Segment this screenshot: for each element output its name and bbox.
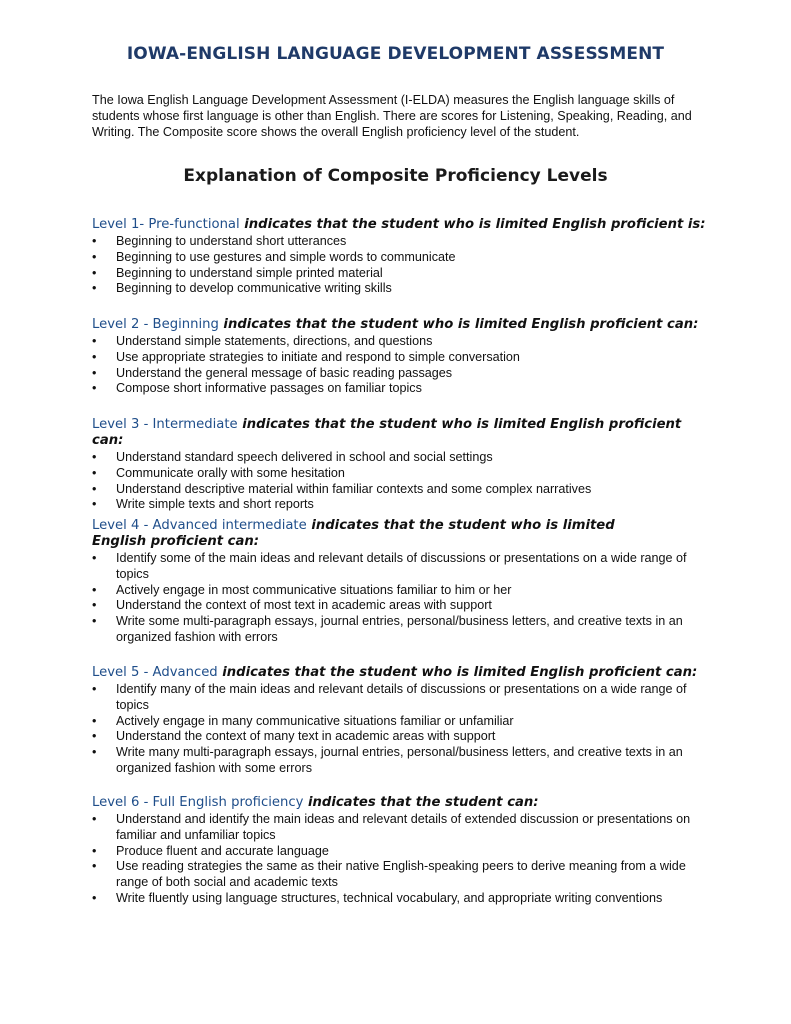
list-item-text: Understand standard speech delivered in school and social settings [116, 450, 493, 464]
list-item [92, 266, 712, 282]
level-items [92, 812, 712, 907]
level-section-3 [92, 417, 712, 513]
bullet-icon: • [92, 682, 97, 696]
bullet-icon: • [92, 614, 97, 629]
bullet-icon: • [92, 365, 97, 380]
level-items [92, 234, 712, 297]
list-item [92, 497, 712, 513]
list-item [92, 234, 712, 250]
level-name: Level 5 - Advanced [92, 665, 218, 680]
list-item-text: Understand and identify the main ideas and relevant details of extended discussion or presentations on familiar and unfamiliar topics [116, 812, 691, 842]
list-item-text: Write simple texts and short reports [116, 497, 314, 512]
level-section-6 [92, 795, 712, 907]
level-heading [92, 795, 712, 811]
document-title: IOWA-ENGLISH LANGUAGE DEVELOPMENT ASSESSMENT [126, 44, 665, 64]
list-item-text: Beginning to understand simple printed material [116, 265, 383, 280]
list-item-text: Beginning to develop communicative writing skills [116, 281, 392, 296]
level-items [92, 334, 712, 397]
list-item-text: Beginning to understand short utterances [116, 234, 347, 248]
list-item [92, 482, 712, 498]
section-subtitle: Explanation of Composite Proficiency Levels [183, 166, 608, 186]
level-items [92, 551, 712, 646]
bullet-icon: • [92, 890, 97, 905]
list-item [92, 350, 712, 366]
level-heading [92, 317, 712, 333]
bullet-icon: • [92, 465, 97, 480]
level-section-4 [92, 518, 687, 646]
bullet-icon: • [92, 481, 97, 496]
bullet-icon: • [92, 729, 97, 744]
list-item [92, 729, 712, 745]
level-name: Level 1- Pre-functional [92, 217, 240, 232]
bullet-icon: • [92, 281, 97, 296]
bullet-icon: • [92, 334, 97, 348]
list-item-text: Identify many of the main ideas and relevant details of discussions or presentations on a wide range of topics [116, 682, 687, 712]
list-item [92, 583, 712, 599]
list-item [92, 812, 712, 844]
bullet-icon: • [92, 859, 97, 874]
level-name: Level 2 - Beginning [92, 317, 219, 332]
bullet-icon: • [92, 234, 97, 248]
list-item [92, 745, 712, 777]
list-item-text: Beginning to use gestures and simple words to communicate [116, 249, 456, 264]
bullet-icon: • [92, 349, 97, 364]
bullet-icon: • [92, 249, 97, 264]
list-item-text: Understand descriptive material within familiar contexts and some complex narratives [116, 481, 592, 496]
list-item [92, 682, 712, 714]
bullet-icon: • [92, 745, 97, 760]
list-item-text: Produce fluent and accurate language [116, 843, 329, 858]
level-description: indicates that the student who is limited English proficient can: [217, 665, 698, 680]
list-item-text: Use reading strategies the same as their native English-speaking peers to derive meaning from a wide range of both social and academic texts [116, 859, 686, 890]
list-item-text: Actively engage in most communicative situations familiar to him or her [116, 582, 512, 597]
level-section-1 [92, 217, 712, 297]
bullet-icon: • [92, 582, 97, 597]
level-description: indicates that the student who is limited English proficient is: [239, 217, 706, 232]
bullet-icon: • [92, 551, 97, 565]
level-name: Level 4 - Advanced intermediate [92, 518, 307, 533]
list-item-text: Understand the general message of basic reading passages [116, 365, 453, 380]
level-name: Level 3 - Intermediate [92, 417, 238, 432]
intro-paragraph: The Iowa English Language Development Assessment (I-ELDA) measures the English language skills of students whose first language is other than English. There are scores for Listening, Speaking, Reading, and Writing. The Composite score shows the overall English proficiency level of the student. [92, 93, 692, 139]
level-items [92, 682, 712, 777]
list-item-text: Understand the context of most text in academic areas with support [116, 598, 492, 613]
bullet-icon: • [92, 265, 97, 280]
level-description: indicates that the student who is limited English proficient can: [218, 317, 699, 332]
list-item [92, 844, 712, 860]
level-heading [92, 665, 712, 681]
level-section-2 [92, 317, 712, 397]
bullet-icon: • [92, 381, 97, 396]
level-description: indicates that the student who is limited English proficient can: [92, 518, 615, 549]
level-items [92, 450, 712, 513]
list-item-text: Identify some of the main ideas and relevant details of discussions or presentations on a wide range of topics [116, 551, 687, 581]
list-item-text: Write fluently using language structures, technical vocabulary, and appropriate writing conventions [116, 890, 663, 905]
list-item-text: Understand the context of many text in academic areas with support [116, 729, 496, 744]
level-heading [92, 217, 712, 233]
list-item [92, 551, 712, 583]
list-item [92, 334, 712, 350]
list-item-text: Communicate orally with some hesitation [116, 465, 345, 480]
list-item-text: Write many multi-paragraph essays, journal entries, personal/business letters, and creative texts in an organized fashion with some errors [116, 745, 683, 775]
bullet-icon: • [92, 713, 97, 728]
list-item [92, 366, 712, 382]
list-item [92, 250, 712, 266]
bullet-icon: • [92, 843, 97, 858]
list-item-text: Use appropriate strategies to initiate and respond to simple conversation [116, 349, 520, 364]
list-item [92, 466, 712, 482]
level-description: indicates that the student who is limited English proficient can: [92, 417, 682, 448]
list-item-text: Compose short informative passages on familiar topics [116, 381, 422, 396]
bullet-icon: • [92, 598, 97, 613]
list-item-text: Write some multi-paragraph essays, journal entries, personal/business letters, and creative texts in an organized fashion with errors [116, 614, 683, 644]
list-item [92, 598, 712, 614]
bullet-icon: • [92, 497, 97, 512]
level-section-5 [92, 665, 712, 777]
bullet-icon: • [92, 450, 97, 464]
list-item [92, 714, 712, 730]
level-name: Level 6 - Full English proficiency [92, 795, 304, 810]
bullet-icon: • [92, 812, 97, 826]
list-item [92, 859, 712, 891]
list-item-text: Actively engage in many communicative situations familiar or unfamiliar [116, 713, 514, 728]
list-item [92, 381, 712, 397]
level-heading [92, 518, 662, 550]
list-item-text: Understand simple statements, directions, and questions [116, 334, 433, 348]
level-description: indicates that the student can: [303, 795, 539, 810]
list-item [92, 614, 712, 646]
list-item [92, 281, 712, 297]
level-heading [92, 417, 712, 449]
list-item [92, 891, 712, 907]
list-item [92, 450, 712, 466]
